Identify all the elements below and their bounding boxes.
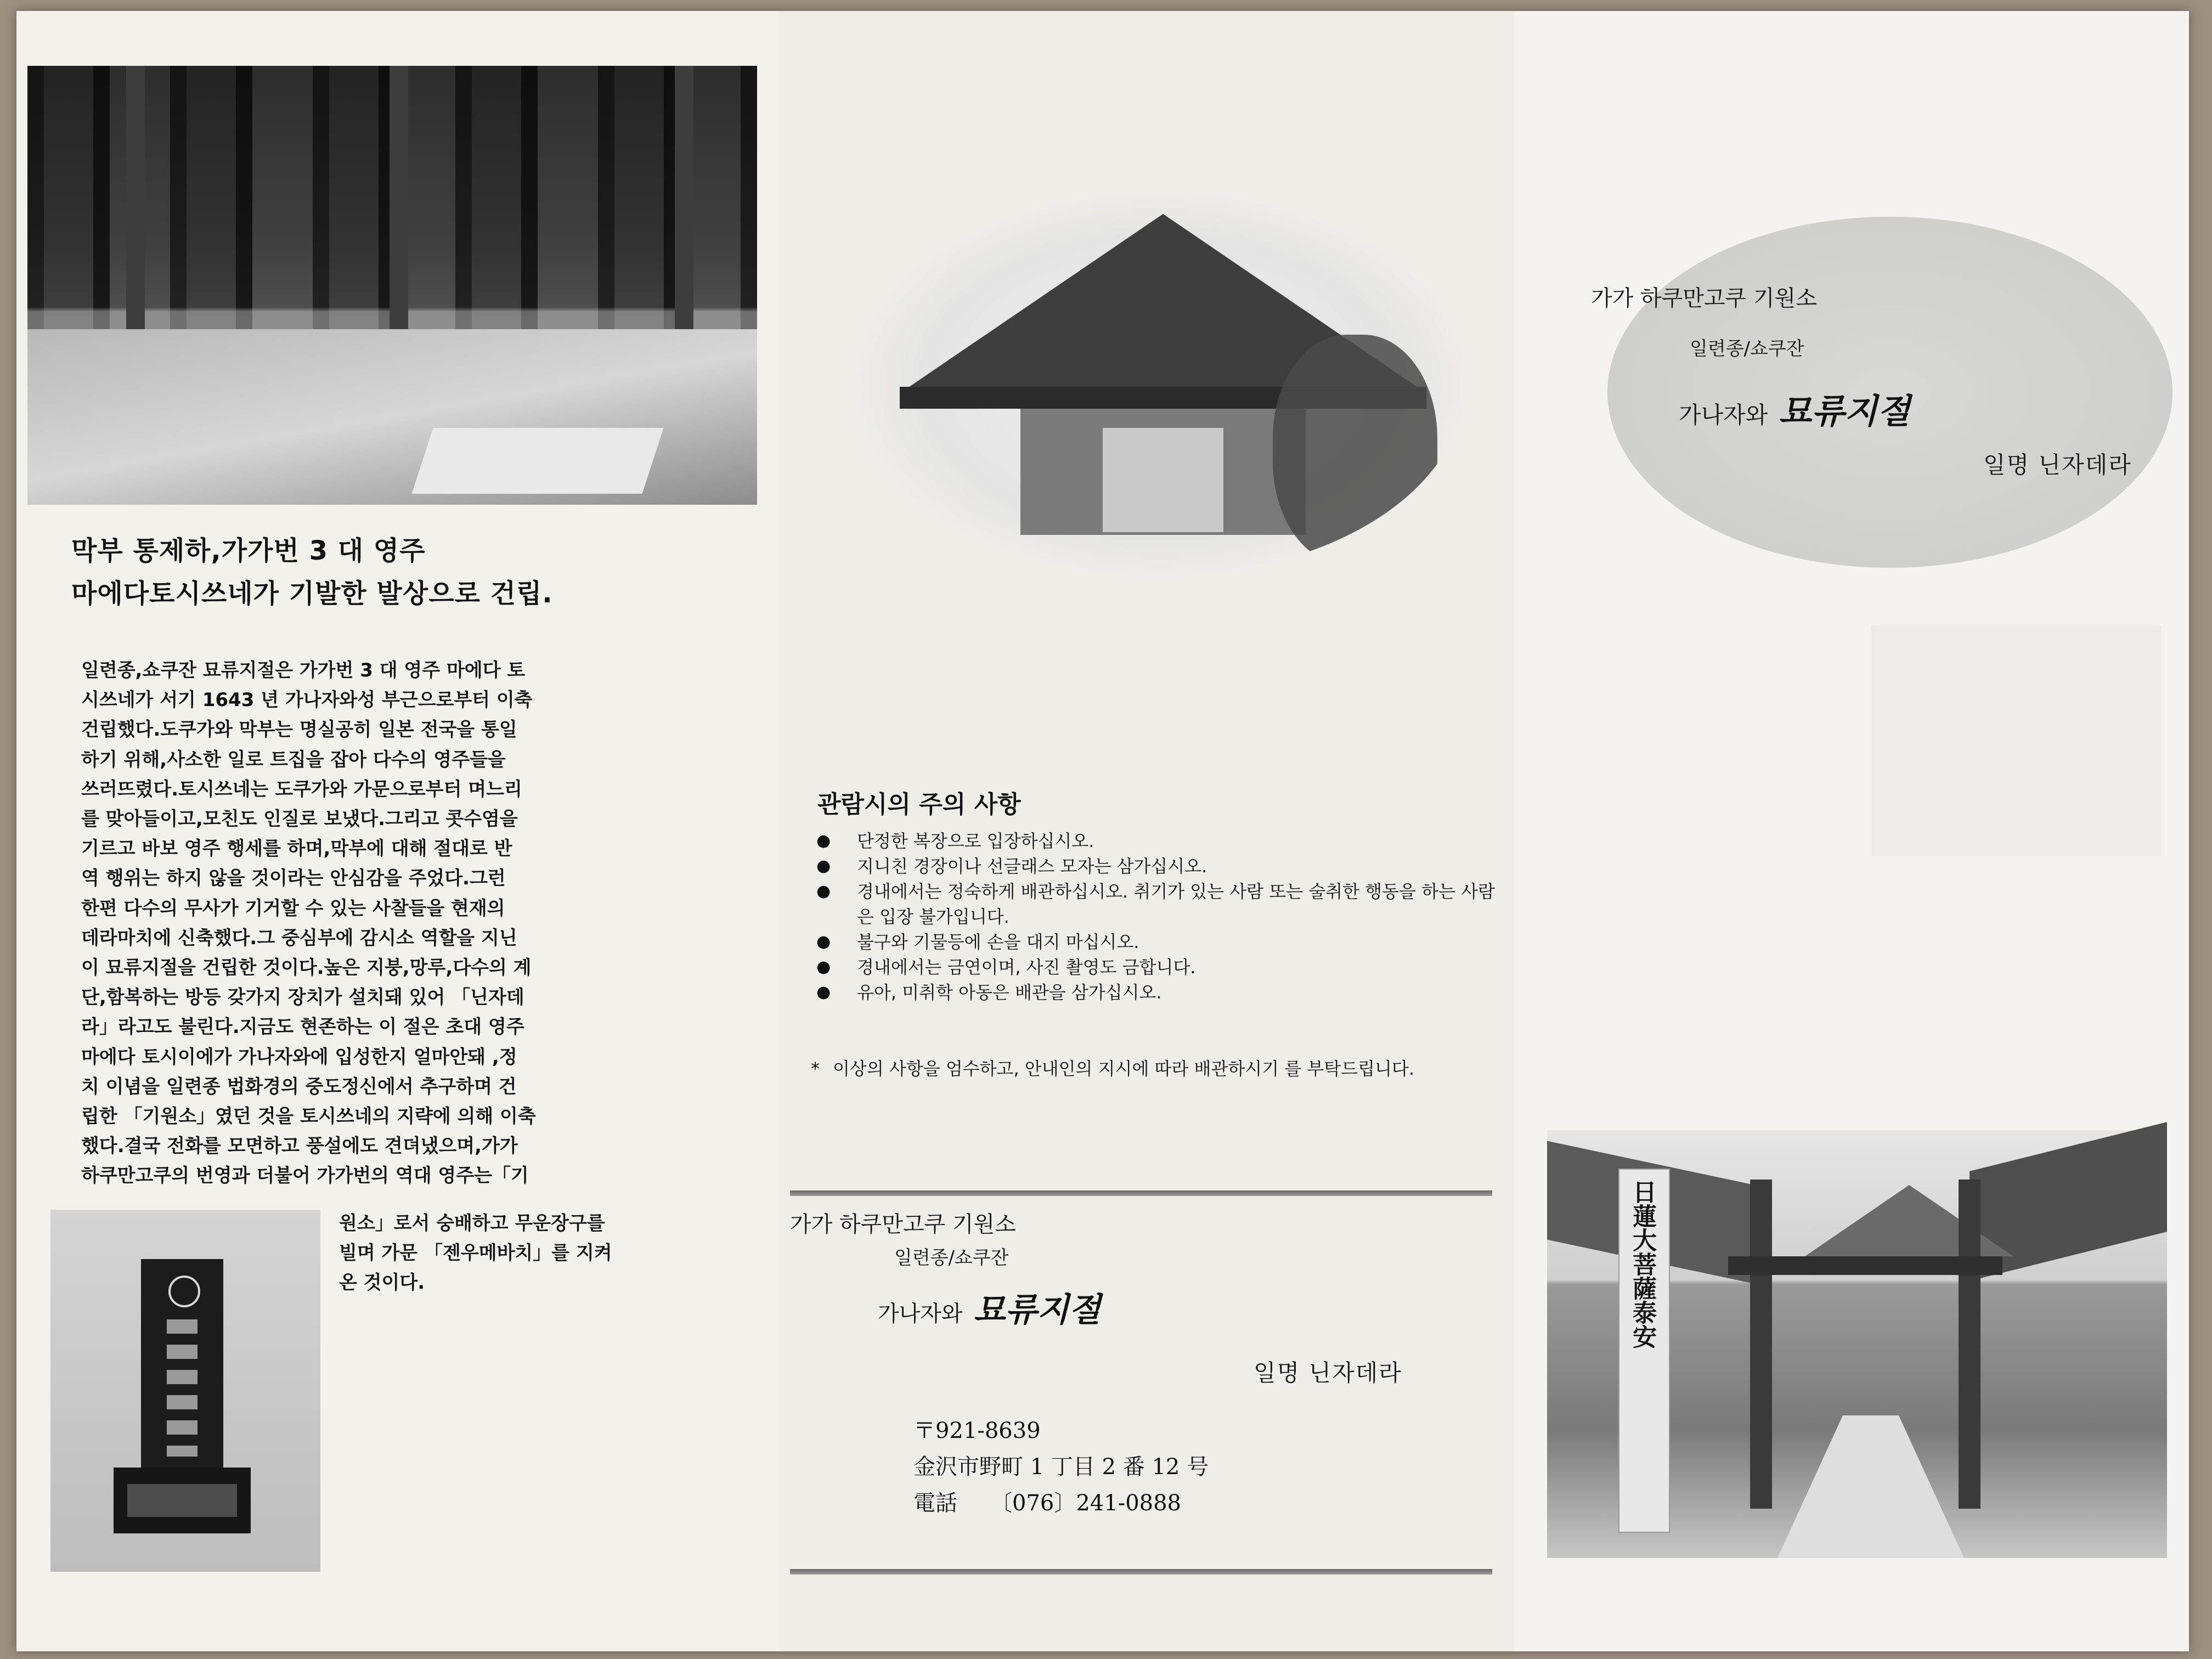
bullet-icon: ●	[816, 983, 831, 1002]
address: 金沢市野町 1 丁目 2 番 12 号	[913, 1454, 1209, 1480]
stone-inscription: 日蓮大菩薩泰安	[1628, 1180, 1656, 1348]
temple-gate-photo	[1547, 1130, 2167, 1558]
body-line: 단,함복하는 방등 갖가지 장치가 설치돼 있어 「닌자데	[81, 986, 524, 1009]
footnote-text: 이상의 사항을 엄수하고, 안내인의 지시에 따라 배관하시기 를 부탁드립니다.	[833, 1058, 1414, 1079]
body-line: 한편 다수의 무사가 기거할 수 있는 사찰들을 현재의	[81, 897, 505, 919]
body-line: 치 이념을 일련종 법화경의 중도정신에서 추구하며 건	[81, 1075, 517, 1098]
sect-label: 일련종/쇼쿠잔	[894, 1247, 1009, 1269]
body-line: 일련종,쇼쿠잔 묘류지절은 가가번 3 대 영주 마에다 토	[81, 659, 526, 681]
notice-text: 유아, 미취학 아동은 배관을 삼가십시오.	[857, 982, 1162, 1003]
divider-bottom	[790, 1569, 1492, 1575]
left-panel	[16, 11, 779, 1651]
bleed-through-shadow	[1871, 625, 2162, 856]
temple-title	[878, 1284, 1101, 1331]
body-line: 하기 위해,사소한 일로 트집을 잡아 다수의 영주들을	[81, 748, 506, 771]
bullet-icon: ●	[816, 831, 831, 850]
cover-title	[1679, 384, 1910, 433]
body-line: 를 맞아들이고,모친도 인질로 보냈다.그리고 콧수염을	[81, 808, 518, 831]
phone-line	[913, 1485, 1209, 1521]
notice-text: 경내에서는 정숙하게 배관하십시오. 취기가 있는 사람 또는 술취한 행동을 하는 사람은 입장 불가입니다.	[857, 881, 1495, 927]
prayer-site-label: 가가 하쿠만고쿠 기원소	[790, 1212, 1016, 1237]
notice-text: 불구와 기물등에 손을 대지 마십시오.	[857, 932, 1139, 952]
phone-number: 〔076〕241-0888	[990, 1491, 1182, 1516]
bullet-icon: ●	[816, 932, 831, 951]
bullet-icon: ●	[816, 882, 831, 901]
memorial-tablet-photo	[50, 1210, 320, 1572]
body-line: 빌며 가문 「젠우메바치」를 지켜	[339, 1242, 612, 1265]
notice-footnote	[811, 1056, 1497, 1081]
cover-sect: 일련종/쇼쿠잔	[1690, 338, 1804, 360]
bullet-icon: ●	[816, 856, 831, 876]
body-line: 이 묘류지절을 건립한 것이다.높은 지붕,망루,다수의 계	[81, 957, 532, 979]
body-line: 시쓰네가 서기 1643 년 가나자와성 부근으로부터 이축	[81, 689, 533, 712]
headline-line-2: 마에다토시쓰네가 기발한 발상으로 건립.	[71, 578, 553, 609]
notice-text: 단정한 복장으로 입장하십시오.	[857, 831, 1094, 851]
notice-item	[812, 980, 1498, 1005]
divider-top	[790, 1190, 1492, 1196]
notice-item	[812, 879, 1498, 929]
body-line: 하쿠만고쿠의 번영과 더불어 가가번의 역대 영주는「기	[81, 1165, 529, 1187]
location-label: 가나자와	[878, 1301, 963, 1327]
left-headline	[71, 529, 763, 615]
temple-name: 묘류지절	[973, 1291, 1101, 1329]
body-line: 역 행위는 하지 않을 것이라는 안심감을 주었다.그런	[81, 867, 506, 890]
body-line: 립한 「기원소」였던 것을 토시쓰네의 지략에 의해 이축	[81, 1105, 536, 1128]
body-line: 건립했다.도쿠가와 막부는 명실공히 일본 전국을 통일	[81, 719, 517, 741]
contact-block	[913, 1413, 1209, 1521]
cover-prayer-site: 가가 하쿠만고쿠 기원소	[1591, 286, 1817, 311]
bullet-icon: ●	[816, 957, 831, 977]
cover-alias: 일명 닌자데라	[1983, 452, 2132, 478]
visitor-notice-list	[812, 828, 1498, 1005]
history-body-text	[81, 656, 720, 1191]
notice-item	[812, 929, 1498, 955]
temple-alias: 일명 닌자데라	[1254, 1359, 1402, 1386]
asterisk-icon: *	[811, 1058, 820, 1079]
postal-code: 〒921-8639	[913, 1418, 1041, 1443]
notice-text: 경내에서는 금연이며, 사진 촬영도 금합니다.	[857, 957, 1196, 978]
phone-label: 電話	[913, 1491, 957, 1516]
body-line: 온 것이다.	[339, 1272, 425, 1294]
temple-interior-photo	[27, 66, 757, 505]
body-line: 데라마치에 신축했다.그 중심부에 감시소 역할을 지닌	[81, 927, 517, 949]
body-line: 쓰러뜨렸다.토시쓰네는 도쿠가와 가문으로부터 며느리	[81, 778, 522, 800]
notice-item	[812, 854, 1498, 879]
visitor-notice-title: 관람시의 주의 사항	[817, 791, 1021, 819]
notice-item	[812, 828, 1498, 854]
notice-text: 지니친 경장이나 선글래스 모자는 삼가십시오.	[857, 856, 1207, 877]
history-body-text-continued	[339, 1209, 720, 1298]
body-line: 마에다 토시이에가 가나자와에 입성한지 얼마안돼 ,정	[81, 1046, 517, 1068]
body-line: 했다.결국 전화를 모면하고 풍설에도 견뎌냈으며,가가	[81, 1135, 518, 1158]
body-line: 기르고 바보 영주 행세를 하며,막부에 대해 절대로 반	[81, 838, 512, 860]
body-line: 원소」로서 숭배하고 무운장구를	[339, 1212, 605, 1234]
brochure-sheet	[16, 11, 2189, 1651]
headline-line-1: 막부 통제하,가가번 3 대 영주	[71, 535, 426, 566]
body-line: 라」라고도 불린다.지금도 현존하는 이 절은 초대 영주	[81, 1016, 524, 1039]
cover-location: 가나자와	[1679, 402, 1768, 428]
cover-temple-name: 묘류지절	[1779, 391, 1910, 431]
notice-item	[812, 955, 1498, 980]
temple-hall-photo	[856, 192, 1465, 576]
